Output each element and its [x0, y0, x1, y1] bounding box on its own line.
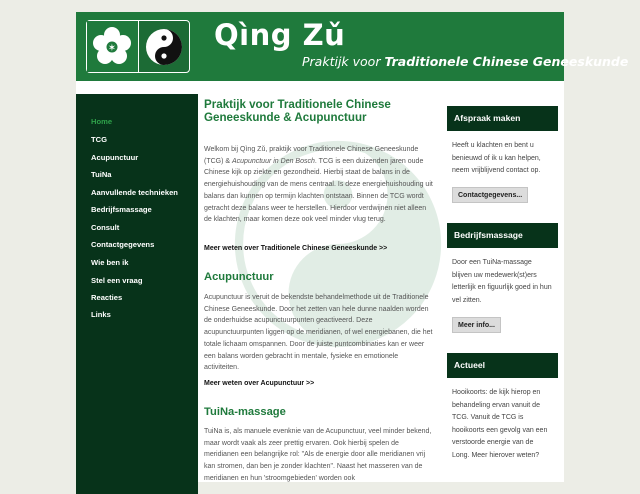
widget-text-bedrijfsmassage: Door een TuiNa-massage blijven uw medewerk(st)ers letterlijk en figuurlijk goed in hun vel zitten.	[452, 259, 552, 304]
widget-text-afspraak: Heeft u klachten en bent u benieuwd of ik u kan helpen, neem vrijblijvend contact op.	[452, 142, 541, 175]
main-navigation	[76, 94, 198, 494]
nav-item-aanvullende-technieken[interactable]: Aanvullende technieken	[91, 188, 178, 197]
intro-text-b: . TCG is een duizenden jaren oude Chinese kijk op ziekte en gezondheid. Hierbij staat de balans in de energiehuishouding van de mens centraal. Is deze energiehuishouding uit balans dan kunnen op termijn klachten ontstaan. Binnen de TCG wordt getracht deze balans weer te herstellen. Hierdoor verdwijnen niet alleen de klachten, maar komen deze ook veel minder vlug terug.	[204, 157, 433, 224]
nav-item-reacties[interactable]: Reacties	[91, 293, 123, 302]
contactgegevens-button[interactable]: Contactgegevens...	[452, 187, 528, 203]
nav-item-stel-een-vraag[interactable]: Stel een vraag	[91, 276, 143, 285]
flower-icon	[87, 21, 139, 72]
section-title-tuina: TuiNa-massage	[204, 406, 286, 418]
nav-item-tuina[interactable]: TuiNa	[91, 170, 112, 179]
tuina-paragraph: TuiNa is, als manuele evenknie van de Acupunctuur, veel minder bekend, maar wordt vaak als zeer prettig ervaren. Ook hierbij spelen de meridianen een belangrijke rol: "Als de energie door alle meridianen vrij kan stromen, dan ben je zonder klachten". Naast het masseren van de meridianen en hun 'stroomgebieden' worden ook	[204, 428, 432, 482]
nav-item-home[interactable]: Home	[91, 117, 113, 126]
section-title-acupunctuur: Acupunctuur	[204, 271, 274, 283]
widget-title-afspraak: Afspraak maken	[447, 106, 558, 131]
nav-item-tcg[interactable]: TCG	[91, 135, 108, 144]
nav-item-contactgegevens[interactable]: Contactgegevens	[91, 240, 155, 249]
nav-item-wie-ben-ik[interactable]: Wie ben ik	[91, 258, 129, 267]
meer-info-button[interactable]: Meer info...	[452, 317, 501, 333]
nav-item-acupunctuur[interactable]: Acupunctuur	[91, 153, 139, 162]
widget-title-bedrijfsmassage: Bedrijfsmassage	[447, 223, 558, 248]
intro-text-a: Welkom bij Qìng Zǔ, praktijk voor Traditionele Chinese Geneeskunde (TCG) &	[204, 146, 419, 165]
site-logo[interactable]	[86, 20, 190, 73]
intro-text-emphasis: Acupunctuur in Den Bosch	[232, 157, 315, 165]
right-sidebar	[440, 94, 564, 494]
main-content	[198, 94, 440, 494]
site-title: Qìng Zǔ	[214, 18, 346, 52]
page-container	[76, 12, 629, 482]
link-more-acupunctuur[interactable]: Meer weten over Acupunctuur >>	[204, 380, 315, 387]
site-subtitle-bold: Traditionele Chinese Geneeskunde	[384, 54, 629, 69]
nav-item-links[interactable]: Links	[91, 310, 111, 319]
site-header	[76, 12, 629, 81]
site-subtitle-prefix: Praktijk voor	[302, 54, 385, 69]
nav-item-bedrijfsmassage[interactable]: Bedrijfsmassage	[91, 205, 152, 214]
widget-title-actueel: Actueel	[447, 353, 558, 378]
site-subtitle	[302, 54, 628, 69]
svg-text:✶: ✶	[108, 42, 117, 54]
yin-yang-icon	[139, 21, 190, 72]
link-more-tcg[interactable]: Meer weten over Traditionele Chinese Geneeskunde >>	[204, 245, 388, 252]
intro-paragraph	[204, 144, 434, 226]
widget-text-actueel: Hooikoorts: de kijk hierop en behandeling ervan vanuit de TCG. Vanuit de TCG is hooikoorts een gevolg van een verstoorde energie van de Long. Meer hierover weten?	[452, 389, 548, 459]
acupunctuur-paragraph: Acupunctuur is veruit de bekendste behandelmethode uit de Traditionele Chinese Geneeskunde. Door het zetten van hele dunne naalden worden de onderhuidse acupunctuurpunten geactiveerd. Deze acupunctuurpunten liggen op de meridianen, of wel energiebanen, die het totale lichaam omspannen. Door de juiste puntcombinaties kan er weer een balans worden gebracht in mentale, fysieke en emotionele activiteiten.	[204, 294, 433, 372]
nav-item-consult[interactable]: Consult	[91, 223, 120, 232]
page-title: Praktijk voor Traditionele Chinese Geneeskunde & Acupunctuur	[204, 98, 391, 124]
